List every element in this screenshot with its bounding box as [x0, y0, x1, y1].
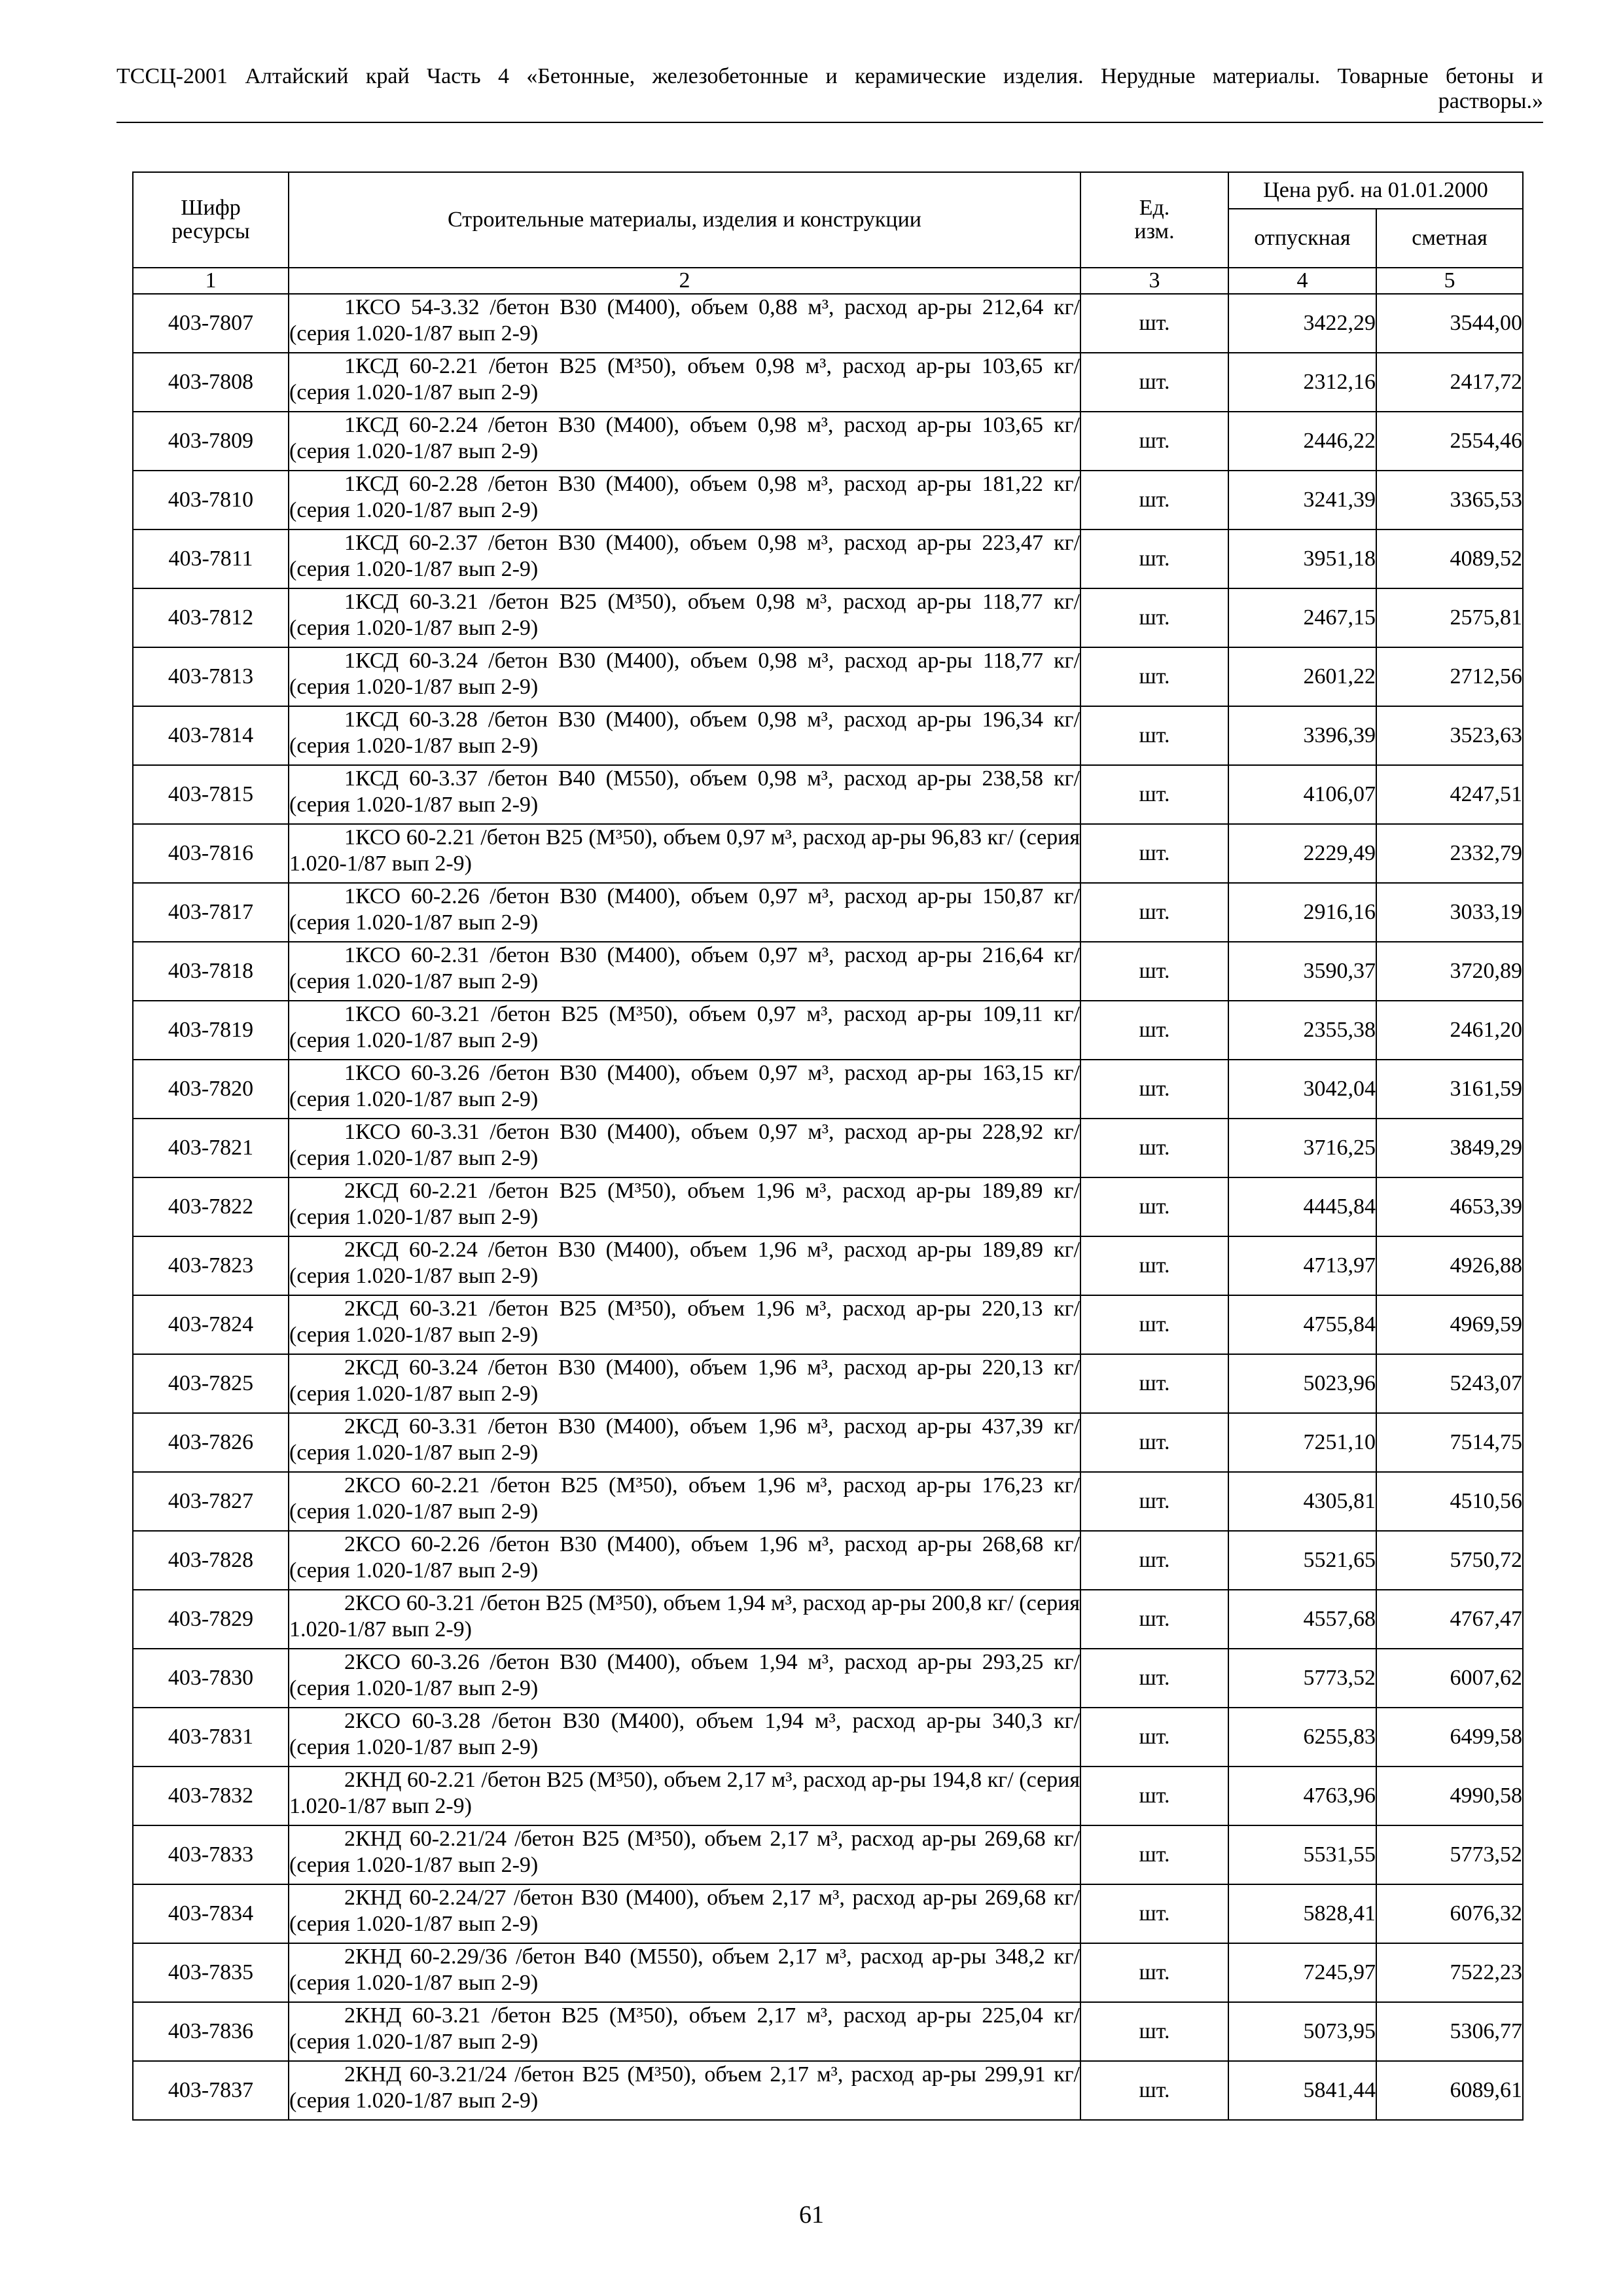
- unit-cell: шт.: [1080, 1708, 1228, 1767]
- code-cell: 403-7836: [133, 2002, 289, 2061]
- wholesale-price-cell: 4106,07: [1228, 765, 1376, 824]
- code-cell: 403-7828: [133, 1531, 289, 1590]
- code-cell: 403-7818: [133, 942, 289, 1001]
- unit-cell: шт.: [1080, 1531, 1228, 1590]
- material-name-text: 2КСО 60-2.26 /бетон B30 (M400), объем 1,96 м³, расход ар-ры 268,68 кг/ (серия 1.020-1/87 вып 2-9): [289, 1532, 1080, 1583]
- material-name-cell: [289, 353, 1080, 412]
- estimate-price-cell: 4969,59: [1376, 1295, 1523, 1354]
- estimate-price-cell: 4510,56: [1376, 1472, 1523, 1531]
- unit-cell: шт.: [1080, 353, 1228, 412]
- unit-cell: шт.: [1080, 647, 1228, 706]
- unit-cell: шт.: [1080, 1236, 1228, 1295]
- unit-cell: шт.: [1080, 883, 1228, 942]
- estimate-price-cell: 5243,07: [1376, 1354, 1523, 1413]
- wholesale-price-cell: 2355,38: [1228, 1001, 1376, 1060]
- material-name-cell: [289, 1472, 1080, 1531]
- wholesale-price-cell: 3716,25: [1228, 1119, 1376, 1177]
- material-name-text: 1КСД 60-2.21 /бетон B25 (M³50), объем 0,98 м³, расход ар-ры 103,65 кг/ (серия 1.020-1/87 вып 2-9): [289, 354, 1080, 404]
- table-row: [133, 1884, 1523, 1943]
- code-cell: 403-7837: [133, 2061, 289, 2120]
- material-name-cell: [289, 1590, 1080, 1649]
- estimate-price-cell: 4653,39: [1376, 1177, 1523, 1236]
- material-name-cell: [289, 706, 1080, 765]
- wholesale-price-cell: 4557,68: [1228, 1590, 1376, 1649]
- material-name-cell: [289, 1001, 1080, 1060]
- code-cell: 403-7813: [133, 647, 289, 706]
- table-row: [133, 412, 1523, 471]
- estimate-price-cell: 3720,89: [1376, 942, 1523, 1001]
- column-header-price: Цена руб. на 01.01.2000: [1228, 172, 1523, 209]
- unit-cell: шт.: [1080, 294, 1228, 353]
- code-cell: 403-7819: [133, 1001, 289, 1060]
- material-name-text: 1КСД 60-2.28 /бетон B30 (M400), объем 0,98 м³, расход ар-ры 181,22 кг/ (серия 1.020-1/87 вып 2-9): [289, 472, 1080, 522]
- table-row: [133, 824, 1523, 883]
- unit-cell: шт.: [1080, 1649, 1228, 1708]
- material-name-text: 1КСО 60-2.31 /бетон B30 (M400), объем 0,97 м³, расход ар-ры 216,64 кг/ (серия 1.020-1/87 вып 2-9): [289, 943, 1080, 994]
- table-row: [133, 647, 1523, 706]
- table-row: [133, 883, 1523, 942]
- column-header-name: Строительные материалы, изделия и конструкции: [289, 172, 1080, 268]
- table-row: [133, 529, 1523, 588]
- table-header: [133, 172, 1523, 294]
- code-cell: 403-7830: [133, 1649, 289, 1708]
- table-row: [133, 1119, 1523, 1177]
- material-name-cell: [289, 824, 1080, 883]
- code-cell: 403-7832: [133, 1767, 289, 1825]
- material-name-text: 2КНД 60-3.21 /бетон B25 (M³50), объем 2,17 м³, расход ар-ры 225,04 кг/ (серия 1.020-1/87 вып 2-9): [289, 2003, 1080, 2054]
- material-name-cell: [289, 1060, 1080, 1119]
- estimate-price-cell: 6007,62: [1376, 1649, 1523, 1708]
- code-cell: 403-7817: [133, 883, 289, 942]
- code-cell: 403-7820: [133, 1060, 289, 1119]
- table-row: [133, 1060, 1523, 1119]
- code-cell: 403-7808: [133, 353, 289, 412]
- code-cell: 403-7833: [133, 1825, 289, 1884]
- price-table: [132, 171, 1524, 2121]
- wholesale-price-cell: 5521,65: [1228, 1531, 1376, 1590]
- estimate-price-cell: 5750,72: [1376, 1531, 1523, 1590]
- material-name-text: 2КСД 60-3.21 /бетон B25 (M³50), объем 1,96 м³, расход ар-ры 220,13 кг/ (серия 1.020-1/87 вып 2-9): [289, 1297, 1080, 1347]
- material-name-text: 2КСД 60-2.24 /бетон B30 (M400), объем 1,96 м³, расход ар-ры 189,89 кг/ (серия 1.020-1/87 вып 2-9): [289, 1238, 1080, 1288]
- material-name-text: 2КНД 60-3.21/24 /бетон B25 (M³50), объем 2,17 м³, расход ар-ры 299,91 кг/ (серия 1.020-1/87 вып 2-9): [289, 2062, 1080, 2113]
- unit-cell: шт.: [1080, 588, 1228, 647]
- material-name-text: 1КСД 60-2.24 /бетон B30 (M400), объем 0,98 м³, расход ар-ры 103,65 кг/ (серия 1.020-1/87 вып 2-9): [289, 413, 1080, 463]
- material-name-cell: [289, 1649, 1080, 1708]
- material-name-text: 1КСО 60-2.26 /бетон B30 (M400), объем 0,97 м³, расход ар-ры 150,87 кг/ (серия 1.020-1/87 вып 2-9): [289, 884, 1080, 935]
- material-name-cell: [289, 471, 1080, 529]
- code-cell: 403-7826: [133, 1413, 289, 1472]
- wholesale-price-cell: 5531,55: [1228, 1825, 1376, 1884]
- material-name-text: 1КСД 60-3.24 /бетон B30 (M400), объем 0,98 м³, расход ар-ры 118,77 кг/ (серия 1.020-1/87 вып 2-9): [289, 649, 1080, 699]
- material-name-cell: [289, 883, 1080, 942]
- material-name-cell: [289, 1884, 1080, 1943]
- wholesale-price-cell: 7251,10: [1228, 1413, 1376, 1472]
- table-row: [133, 765, 1523, 824]
- material-name-cell: [289, 529, 1080, 588]
- material-name-text: 1КСД 60-3.21 /бетон B25 (M³50), объем 0,98 м³, расход ар-ры 118,77 кг/ (серия 1.020-1/87 вып 2-9): [289, 590, 1080, 640]
- wholesale-price-cell: 2229,49: [1228, 824, 1376, 883]
- table-row: [133, 1001, 1523, 1060]
- table-row: [133, 2061, 1523, 2120]
- material-name-cell: [289, 1531, 1080, 1590]
- wholesale-price-cell: 3396,39: [1228, 706, 1376, 765]
- table-row: [133, 1590, 1523, 1649]
- wholesale-price-cell: 7245,97: [1228, 1943, 1376, 2002]
- table-row: [133, 706, 1523, 765]
- table-row: [133, 2002, 1523, 2061]
- unit-cell: шт.: [1080, 412, 1228, 471]
- material-name-text: 1КСД 60-3.28 /бетон B30 (M400), объем 0,98 м³, расход ар-ры 196,34 кг/ (серия 1.020-1/87 вып 2-9): [289, 708, 1080, 758]
- material-name-cell: [289, 647, 1080, 706]
- material-name-text: 2КСО 60-3.28 /бетон B30 (M400), объем 1,94 м³, расход ар-ры 340,3 кг/ (серия 1.020-1/87 вып 2-9): [289, 1709, 1080, 1759]
- code-cell: 403-7835: [133, 1943, 289, 2002]
- estimate-price-cell: 3161,59: [1376, 1060, 1523, 1119]
- table-body: [133, 294, 1523, 2120]
- running-header-line-2: растворы.»: [1438, 89, 1543, 113]
- code-cell: 403-7824: [133, 1295, 289, 1354]
- table-row: [133, 1472, 1523, 1531]
- code-cell: 403-7812: [133, 588, 289, 647]
- unit-cell: шт.: [1080, 1825, 1228, 1884]
- column-number-2: 2: [289, 268, 1080, 294]
- material-name-cell: [289, 294, 1080, 353]
- table-row: [133, 1354, 1523, 1413]
- code-cell: 403-7815: [133, 765, 289, 824]
- estimate-price-cell: 5306,77: [1376, 2002, 1523, 2061]
- table-row: [133, 471, 1523, 529]
- table-row: [133, 1943, 1523, 2002]
- material-name-text: 2КНД 60-2.21 /бетон B25 (M³50), объем 2,17 м³, расход ар-ры 194,8 кг/ (серия 1.020-1/87 вып 2-9): [289, 1768, 1080, 1818]
- wholesale-price-cell: 5073,95: [1228, 2002, 1376, 2061]
- material-name-cell: [289, 1295, 1080, 1354]
- table-row: [133, 1825, 1523, 1884]
- material-name-cell: [289, 2002, 1080, 2061]
- estimate-price-cell: 2332,79: [1376, 824, 1523, 883]
- unit-cell: шт.: [1080, 942, 1228, 1001]
- estimate-price-cell: 6089,61: [1376, 2061, 1523, 2120]
- column-number-3: 3: [1080, 268, 1228, 294]
- code-cell: 403-7822: [133, 1177, 289, 1236]
- material-name-text: 2КСО 60-3.21 /бетон B25 (M³50), объем 1,94 м³, расход ар-ры 200,8 кг/ (серия 1.020-1/87 вып 2-9): [289, 1591, 1080, 1641]
- running-header: [116, 64, 1543, 114]
- material-name-text: 1КСД 60-2.37 /бетон B30 (M400), объем 0,98 м³, расход ар-ры 223,47 кг/ (серия 1.020-1/87 вып 2-9): [289, 531, 1080, 581]
- wholesale-price-cell: 2446,22: [1228, 412, 1376, 471]
- wholesale-price-cell: 3042,04: [1228, 1060, 1376, 1119]
- material-name-cell: [289, 1943, 1080, 2002]
- unit-cell: шт.: [1080, 2002, 1228, 2061]
- table-row: [133, 1295, 1523, 1354]
- estimate-price-cell: 2712,56: [1376, 647, 1523, 706]
- code-cell: 403-7823: [133, 1236, 289, 1295]
- material-name-cell: [289, 1177, 1080, 1236]
- material-name-text: 2КСД 60-3.31 /бетон B30 (M400), объем 1,96 м³, расход ар-ры 437,39 кг/ (серия 1.020-1/87 вып 2-9): [289, 1414, 1080, 1465]
- unit-cell: шт.: [1080, 765, 1228, 824]
- material-name-cell: [289, 1413, 1080, 1472]
- column-header-wholesale: отпускная: [1228, 209, 1376, 268]
- estimate-price-cell: 5773,52: [1376, 1825, 1523, 1884]
- estimate-price-cell: 3523,63: [1376, 706, 1523, 765]
- estimate-price-cell: 4247,51: [1376, 765, 1523, 824]
- page-number: 61: [799, 2201, 824, 2229]
- wholesale-price-cell: 5841,44: [1228, 2061, 1376, 2120]
- material-name-cell: [289, 1825, 1080, 1884]
- unit-cell: шт.: [1080, 706, 1228, 765]
- unit-cell: шт.: [1080, 2061, 1228, 2120]
- unit-cell: шт.: [1080, 1354, 1228, 1413]
- code-cell: 403-7814: [133, 706, 289, 765]
- column-header-unit: Ед. изм.: [1080, 172, 1228, 268]
- material-name-cell: [289, 1236, 1080, 1295]
- code-cell: 403-7810: [133, 471, 289, 529]
- column-header-estimate: сметная: [1376, 209, 1523, 268]
- table-row: [133, 588, 1523, 647]
- material-name-cell: [289, 942, 1080, 1001]
- table-row: [133, 294, 1523, 353]
- material-name-text: 1КСО 54-3.32 /бетон B30 (M400), объем 0,88 м³, расход ар-ры 212,64 кг/ (серия 1.020-1/87 вып 2-9): [289, 295, 1080, 346]
- estimate-price-cell: 6499,58: [1376, 1708, 1523, 1767]
- unit-cell: шт.: [1080, 1119, 1228, 1177]
- wholesale-price-cell: 3241,39: [1228, 471, 1376, 529]
- wholesale-price-cell: 5828,41: [1228, 1884, 1376, 1943]
- unit-cell: шт.: [1080, 1884, 1228, 1943]
- table-row: [133, 1236, 1523, 1295]
- material-name-cell: [289, 588, 1080, 647]
- estimate-price-cell: 3033,19: [1376, 883, 1523, 942]
- material-name-cell: [289, 1119, 1080, 1177]
- material-name-text: 2КСД 60-3.24 /бетон B30 (M400), объем 1,96 м³, расход ар-ры 220,13 кг/ (серия 1.020-1/87 вып 2-9): [289, 1355, 1080, 1406]
- code-cell: 403-7816: [133, 824, 289, 883]
- estimate-price-cell: 6076,32: [1376, 1884, 1523, 1943]
- wholesale-price-cell: 2312,16: [1228, 353, 1376, 412]
- material-name-cell: [289, 412, 1080, 471]
- column-number-1: 1: [133, 268, 289, 294]
- column-header-code: Шифр ресурсы: [133, 172, 289, 268]
- material-name-text: 2КСО 60-3.26 /бетон B30 (M400), объем 1,94 м³, расход ар-ры 293,25 кг/ (серия 1.020-1/87 вып 2-9): [289, 1650, 1080, 1700]
- column-number-5: 5: [1376, 268, 1523, 294]
- unit-cell: шт.: [1080, 1295, 1228, 1354]
- code-cell: 403-7831: [133, 1708, 289, 1767]
- table-row: [133, 1649, 1523, 1708]
- unit-cell: шт.: [1080, 824, 1228, 883]
- estimate-price-cell: 4089,52: [1376, 529, 1523, 588]
- table-row: [133, 942, 1523, 1001]
- table-row: [133, 1531, 1523, 1590]
- estimate-price-cell: 7522,23: [1376, 1943, 1523, 2002]
- estimate-price-cell: 4926,88: [1376, 1236, 1523, 1295]
- estimate-price-cell: 2461,20: [1376, 1001, 1523, 1060]
- column-number-4: 4: [1228, 268, 1376, 294]
- material-name-cell: [289, 1708, 1080, 1767]
- wholesale-price-cell: 3422,29: [1228, 294, 1376, 353]
- material-name-cell: [289, 2061, 1080, 2120]
- estimate-price-cell: 2554,46: [1376, 412, 1523, 471]
- table-row: [133, 1767, 1523, 1825]
- estimate-price-cell: 4767,47: [1376, 1590, 1523, 1649]
- table-row: [133, 353, 1523, 412]
- unit-cell: шт.: [1080, 1177, 1228, 1236]
- wholesale-price-cell: 3951,18: [1228, 529, 1376, 588]
- estimate-price-cell: 3849,29: [1376, 1119, 1523, 1177]
- unit-cell: шт.: [1080, 1943, 1228, 2002]
- code-cell: 403-7821: [133, 1119, 289, 1177]
- wholesale-price-cell: 3590,37: [1228, 942, 1376, 1001]
- code-cell: 403-7834: [133, 1884, 289, 1943]
- material-name-text: 1КСО 60-3.26 /бетон B30 (M400), объем 0,97 м³, расход ар-ры 163,15 кг/ (серия 1.020-1/87 вып 2-9): [289, 1061, 1080, 1111]
- material-name-cell: [289, 1767, 1080, 1825]
- wholesale-price-cell: 5023,96: [1228, 1354, 1376, 1413]
- wholesale-price-cell: 2916,16: [1228, 883, 1376, 942]
- unit-cell: шт.: [1080, 471, 1228, 529]
- unit-cell: шт.: [1080, 1472, 1228, 1531]
- code-cell: 403-7809: [133, 412, 289, 471]
- wholesale-price-cell: 4713,97: [1228, 1236, 1376, 1295]
- unit-cell: шт.: [1080, 1590, 1228, 1649]
- code-cell: 403-7811: [133, 529, 289, 588]
- code-cell: 403-7807: [133, 294, 289, 353]
- estimate-price-cell: 7514,75: [1376, 1413, 1523, 1472]
- material-name-text: 2КНД 60-2.21/24 /бетон B25 (M³50), объем 2,17 м³, расход ар-ры 269,68 кг/ (серия 1.020-1/87 вып 2-9): [289, 1827, 1080, 1877]
- estimate-price-cell: 3544,00: [1376, 294, 1523, 353]
- header-rule: [116, 122, 1543, 123]
- code-cell: 403-7829: [133, 1590, 289, 1649]
- unit-cell: шт.: [1080, 1060, 1228, 1119]
- unit-cell: шт.: [1080, 1001, 1228, 1060]
- code-cell: 403-7827: [133, 1472, 289, 1531]
- material-name-text: 2КСД 60-2.21 /бетон B25 (M³50), объем 1,96 м³, расход ар-ры 189,89 кг/ (серия 1.020-1/87 вып 2-9): [289, 1179, 1080, 1229]
- material-name-cell: [289, 765, 1080, 824]
- wholesale-price-cell: 4445,84: [1228, 1177, 1376, 1236]
- estimate-price-cell: 2417,72: [1376, 353, 1523, 412]
- wholesale-price-cell: 6255,83: [1228, 1708, 1376, 1767]
- material-name-text: 2КСО 60-2.21 /бетон B25 (M³50), объем 1,96 м³, расход ар-ры 176,23 кг/ (серия 1.020-1/87 вып 2-9): [289, 1473, 1080, 1524]
- material-name-text: 2КНД 60-2.24/27 /бетон B30 (M400), объем 2,17 м³, расход ар-ры 269,68 кг/ (серия 1.020-1/87 вып 2-9): [289, 1886, 1080, 1936]
- unit-cell: шт.: [1080, 1767, 1228, 1825]
- running-header-line-1: ТССЦ-2001 Алтайский край Часть 4 «Бетонные, железобетонные и керамические изделия. Нерудные материалы. Товарные бетоны и: [116, 64, 1543, 88]
- material-name-text: 1КСО 60-3.21 /бетон B25 (M³50), объем 0,97 м³, расход ар-ры 109,11 кг/ (серия 1.020-1/87 вып 2-9): [289, 1002, 1080, 1052]
- unit-cell: шт.: [1080, 529, 1228, 588]
- table-row: [133, 1708, 1523, 1767]
- wholesale-price-cell: 2601,22: [1228, 647, 1376, 706]
- table-row: [133, 1177, 1523, 1236]
- wholesale-price-cell: 4763,96: [1228, 1767, 1376, 1825]
- estimate-price-cell: 2575,81: [1376, 588, 1523, 647]
- estimate-price-cell: 3365,53: [1376, 471, 1523, 529]
- code-cell: 403-7825: [133, 1354, 289, 1413]
- wholesale-price-cell: 4305,81: [1228, 1472, 1376, 1531]
- wholesale-price-cell: 5773,52: [1228, 1649, 1376, 1708]
- wholesale-price-cell: 4755,84: [1228, 1295, 1376, 1354]
- table-row: [133, 1413, 1523, 1472]
- material-name-cell: [289, 1354, 1080, 1413]
- material-name-text: 1КСО 60-2.21 /бетон B25 (M³50), объем 0,97 м³, расход ар-ры 96,83 кг/ (серия 1.020-1/87 вып 2-9): [289, 825, 1080, 876]
- material-name-text: 2КНД 60-2.29/36 /бетон B40 (M550), объем 2,17 м³, расход ар-ры 348,2 кг/ (серия 1.020-1/87 вып 2-9): [289, 1945, 1080, 1995]
- estimate-price-cell: 4990,58: [1376, 1767, 1523, 1825]
- material-name-text: 1КСД 60-3.37 /бетон B40 (M550), объем 0,98 м³, расход ар-ры 238,58 кг/ (серия 1.020-1/87 вып 2-9): [289, 766, 1080, 817]
- wholesale-price-cell: 2467,15: [1228, 588, 1376, 647]
- material-name-text: 1КСО 60-3.31 /бетон B30 (M400), объем 0,97 м³, расход ар-ры 228,92 кг/ (серия 1.020-1/87 вып 2-9): [289, 1120, 1080, 1170]
- unit-cell: шт.: [1080, 1413, 1228, 1472]
